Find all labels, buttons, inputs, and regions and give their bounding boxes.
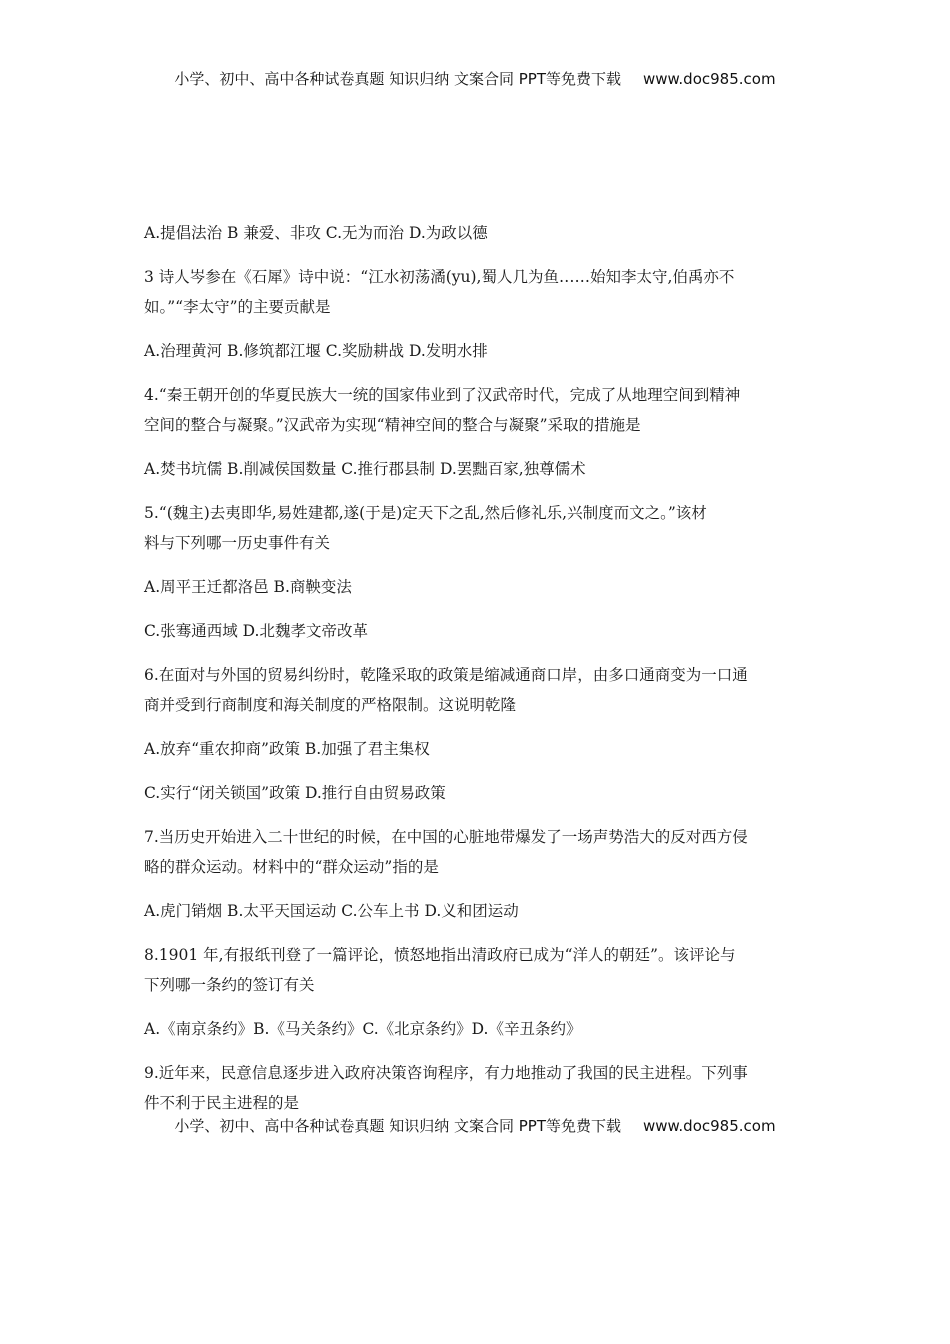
text-line: A.虎门销烟 B.太平天国运动 C.公车上书 D.义和团运动: [144, 902, 519, 920]
text-line: 件不利于民主进程的是: [144, 1094, 300, 1112]
answer-options: [144, 218, 808, 248]
text-line: 5.“(魏主)去夷即华,易姓建都,遂(于是)定天下之乱,然后修礼乐,兴制度而文之。”该材: [144, 504, 707, 522]
question-text: [144, 822, 808, 882]
answer-options: [144, 734, 808, 764]
footer-site-link[interactable]: www.doc985.com: [642, 1117, 776, 1135]
header-text: 小学、初中、高中各种试卷真题 知识归纳 文案合同 PPT等免费下载: [174, 70, 621, 88]
text-line: 3 诗人岑参在《石犀》诗中说：“江水初荡潏(yu),蜀人几为鱼……始知李太守,伯禹亦不: [144, 268, 735, 286]
answer-options: [144, 778, 808, 808]
question-text: [144, 1058, 808, 1118]
answer-options: [144, 572, 808, 602]
text-line: 空间的整合与凝聚。”汉武帝为实现“精神空间的整合与凝聚”采取的措施是: [144, 416, 641, 434]
answer-options: [144, 336, 808, 366]
text-line: 6.在面对与外国的贸易纠纷时，乾隆采取的政策是缩减通商口岸，由多口通商变为一口通: [144, 666, 748, 684]
question-text: [144, 498, 808, 558]
answer-options: [144, 896, 808, 926]
text-line: 略的群众运动。材料中的“群众运动”指的是: [144, 858, 439, 876]
footer-text: 小学、初中、高中各种试卷真题 知识归纳 文案合同 PPT等免费下载: [174, 1117, 621, 1135]
question-text: [144, 940, 808, 1000]
text-line: A.治理黄河 B.修筑都江堰 C.奖励耕战 D.发明水排: [144, 342, 488, 360]
question-text: [144, 380, 808, 440]
text-line: A.焚书坑儒 B.削减侯国数量 C.推行郡县制 D.罢黜百家,独尊儒术: [144, 460, 586, 478]
text-line: 下列哪一条约的签订有关: [144, 976, 315, 994]
text-line: 9.近年来，民意信息逐步进入政府决策咨询程序，有力地推动了我国的民主进程。下列事: [144, 1064, 748, 1082]
text-line: A.周平王迁都洛邑 B.商鞅变法: [144, 578, 352, 596]
text-line: 料与下列哪一历史事件有关: [144, 534, 331, 552]
text-line: C.张骞通西域 D.北魏孝文帝改革: [144, 622, 368, 640]
text-line: 4.“秦王朝开创的华夏民族大一统的国家伟业到了汉武帝时代，完成了从地理空间到精神: [144, 386, 741, 404]
text-line: 7.当历史开始进入二十世纪的时候，在中国的心脏地带爆发了一场声势浩大的反对西方侵: [144, 828, 748, 846]
text-line: A.《南京条约》B.《马关条约》C.《北京条约》D.《辛丑条约》: [144, 1020, 582, 1038]
question-text: [144, 660, 808, 720]
question-text: [144, 262, 808, 322]
page-footer: [0, 1115, 950, 1136]
text-line: A.提倡法治 B 兼爱、非攻 C.无为而治 D.为政以德: [144, 224, 488, 242]
text-line: 如。”“李太守”的主要贡献是: [144, 298, 331, 316]
answer-options: [144, 616, 808, 646]
answer-options: [144, 1014, 808, 1044]
text-line: 8.1901 年,有报纸刊登了一篇评论，愤怒地指出清政府已成为“洋人的朝廷”。该评论与: [144, 946, 736, 964]
page-header: [0, 68, 950, 89]
header-site-link[interactable]: www.doc985.com: [642, 70, 776, 88]
answer-options: [144, 454, 808, 484]
text-line: C.实行“闭关锁国”政策 D.推行自由贸易政策: [144, 784, 446, 802]
text-line: A.放弃“重农抑商”政策 B.加强了君主集权: [144, 740, 430, 758]
text-line: 商并受到行商制度和海关制度的严格限制。这说明乾隆: [144, 696, 517, 714]
exam-content: [144, 218, 808, 1132]
